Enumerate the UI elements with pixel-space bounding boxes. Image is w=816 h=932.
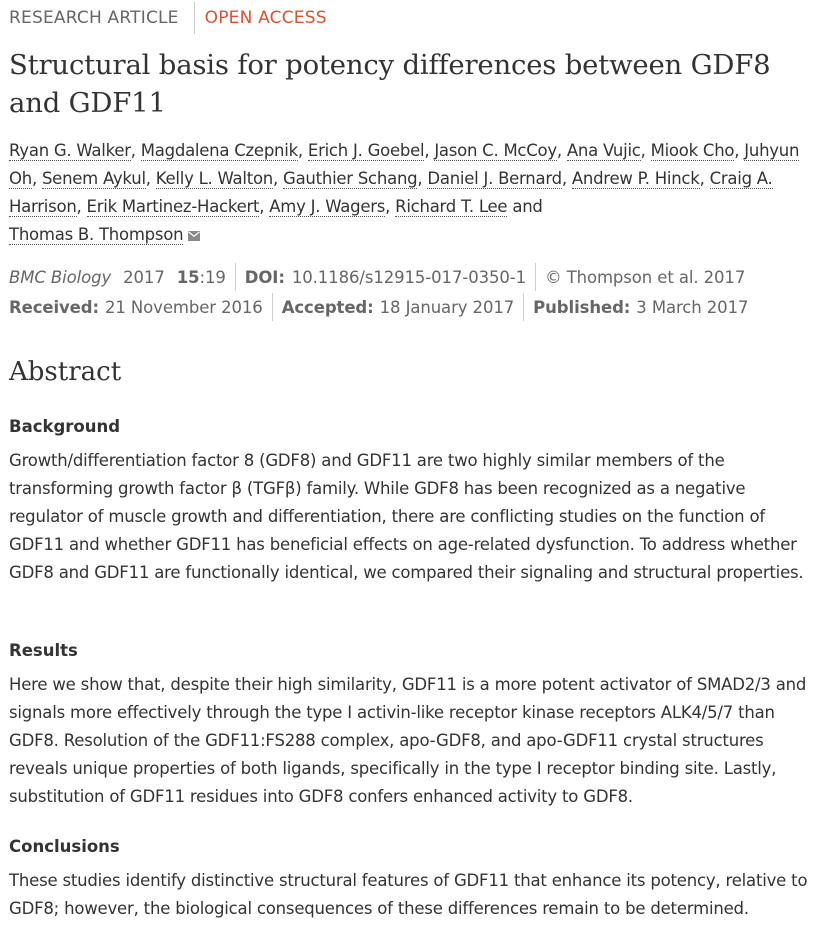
article-type-label: RESEARCH ARTICLE xyxy=(9,8,179,28)
conclusions-text: These studies identify distinctive structural features of GDF11 that enhance its potency, relative to GDF8; however, the biological consequences of these differences remain to be determined. xyxy=(9,871,808,918)
meta-divider xyxy=(535,263,536,291)
author-link[interactable]: Erich J. Goebel xyxy=(307,141,425,160)
citation-meta xyxy=(9,264,745,290)
journal-name: BMC Biology xyxy=(9,267,112,287)
author-link[interactable]: Ana Vujic xyxy=(566,141,641,160)
abstract-heading: Abstract xyxy=(9,357,122,387)
doi-label: DOI: xyxy=(244,267,285,287)
article-number: :19 xyxy=(199,267,226,287)
background-heading: Background xyxy=(9,417,121,436)
published-label: Published: xyxy=(533,297,631,317)
volume: 15 xyxy=(176,267,200,287)
open-access-label: OPEN ACCESS xyxy=(204,8,327,28)
author-link[interactable]: Gauthier Schang xyxy=(283,169,418,188)
author-link[interactable]: Juhyun Oh xyxy=(9,141,800,188)
received-label: Received: xyxy=(9,297,99,317)
corresponding-author-link[interactable]: Thomas B. Thompson xyxy=(9,225,184,244)
publication-history xyxy=(9,294,748,320)
results-heading: Results xyxy=(9,641,78,660)
author-link[interactable]: Andrew P. Hinck xyxy=(571,169,700,188)
author-link[interactable]: Jason C. McCoy xyxy=(434,141,557,160)
author-link[interactable]: Daniel J. Bernard xyxy=(427,169,562,188)
author-link[interactable]: Amy J. Wagers xyxy=(269,197,386,216)
author-link[interactable]: Miook Cho xyxy=(650,141,735,160)
published-date: 3 March 2017 xyxy=(636,297,749,317)
conclusions-heading: Conclusions xyxy=(9,837,120,856)
author-list: Ryan G. Walker, Magdalena Czepnik, Erich J. Goebel, Jason C. McCoy, Ana Vujic, Miook Cho, Juhyun Oh, Senem Aykul, Kelly L. Walton, Gauthier Schang, Daniel J. Bernard, Andrew P. Hinck, Craig A. Harrison, Erik Martinez-Hackert, Amy J. Wagers, Richard T. Lee and Thomas B. Thompson xyxy=(9,137,814,250)
author-link[interactable]: Kelly L. Walton xyxy=(155,169,274,188)
meta-divider xyxy=(235,263,236,291)
accepted-date: 18 January 2017 xyxy=(379,297,515,317)
author-link[interactable]: Erik Martinez-Hackert xyxy=(86,197,260,216)
mail-icon[interactable] xyxy=(188,222,200,250)
meta-divider xyxy=(523,293,524,321)
copyright: © Thompson et al. 2017 xyxy=(545,267,746,287)
author-link[interactable]: Senem Aykul xyxy=(41,169,146,188)
article-title: Structural basis for potency differences between GDF8 and GDF11 xyxy=(9,49,771,119)
authors-joiner: and xyxy=(512,197,543,216)
background-text: Growth/differentiation factor 8 (GDF8) and GDF11 are two highly similar members of the transforming growth factor β (TGFβ) family. While GDF8 has been recognized as a negative regulator of muscle growth and differentiation, there are conflicting studies on the function of GDF11 and whether GDF11 has beneficial effects on age-related dysfunction. To address whether GDF8 and GDF11 are functionally identical, we compared their signaling and structural properties. xyxy=(9,451,804,582)
author-link[interactable]: Magdalena Czepnik xyxy=(140,141,298,160)
article-type-bar xyxy=(9,4,327,32)
author-link[interactable]: Richard T. Lee xyxy=(395,197,508,216)
author-link[interactable]: Ryan G. Walker xyxy=(9,141,131,160)
publication-year: 2017 xyxy=(123,267,165,287)
doi-value[interactable]: 10.1186/s12915-017-0350-1 xyxy=(291,267,527,287)
author-link[interactable]: Craig A. Harrison xyxy=(9,169,773,216)
results-text: Here we show that, despite their high similarity, GDF11 is a more potent activator of SMAD2/3 and signals more effectively through the type I activin-like receptor kinase receptors ALK4/5/7 than GDF8. Resolution of the GDF11:FS288 complex, apo-GDF8, and apo-GDF11 crystal structures reveals unique properties of both ligands, specifically in the type I receptor binding site. Lastly, substitution of GDF11 residues into GDF8 confers enhanced activity to GDF8. xyxy=(9,675,807,806)
accepted-label: Accepted: xyxy=(281,297,374,317)
meta-divider xyxy=(272,293,273,321)
received-date: 21 November 2016 xyxy=(104,297,263,317)
